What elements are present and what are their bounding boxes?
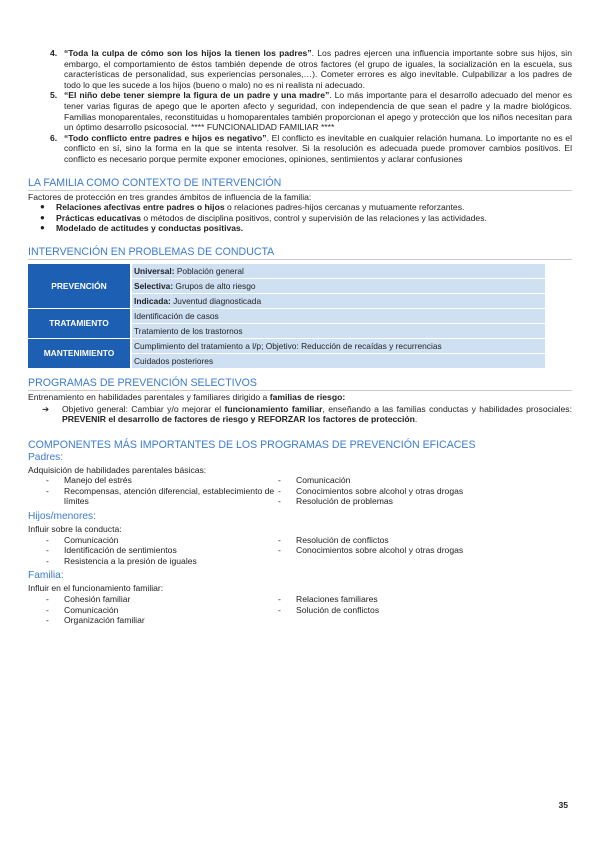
myths-list — [28, 48, 572, 165]
programas-section-title: PROGRAMAS DE PREVENCIÓN SELECTIVOS — [28, 377, 572, 391]
list-item — [40, 202, 572, 213]
list-item — [278, 475, 548, 486]
dash-icon: - — [46, 555, 49, 566]
right-column — [278, 475, 548, 507]
intro-bold: familias de riesgo: — [269, 391, 346, 402]
list-item — [28, 615, 278, 626]
list-item — [278, 535, 548, 546]
myth-title: “Toda la culpa de cómo son los hijos la tienen los padres” — [64, 48, 312, 58]
item-text: Comunicación — [64, 534, 119, 545]
dash-icon: - — [278, 496, 281, 507]
hijos-intro: Influir sobre la conducta: — [28, 524, 122, 535]
bullet-icon: ● — [40, 212, 45, 222]
dash-icon: - — [278, 534, 281, 545]
right-column — [278, 535, 548, 567]
myth-text: . Lo más importante para el desarrollo adecuado del menor es tener varias figuras de apego que le aporten afecto y seguridad, con independencia de que sean el padre y la madre biológicos. Familias monoparentales, reconstituidas u homoparentales también proporcionan el apego y protección que los niños necesitan para un óptimo desarrollo psicosocial. **** FUNCIONALIDAD FAMILIAR **** — [64, 90, 572, 133]
item-bold: Modelado de actitudes y conductas positivas. — [56, 223, 244, 234]
cell-text: Grupos de alto riesgo — [173, 280, 256, 291]
table-cell — [132, 264, 545, 278]
objective-text: , enseñando a las familias conductas y habilidades prosociales: — [322, 403, 572, 414]
dash-icon: - — [46, 534, 49, 545]
item-bold: Prácticas educativas — [56, 212, 142, 223]
tratamiento-label: TRATAMIENTO — [28, 309, 132, 338]
prevencion-label: PREVENCIÓN — [28, 264, 132, 308]
item-text: Relaciones familiares — [296, 594, 378, 605]
dash-icon: - — [46, 475, 49, 486]
item-text: Conocimientos sobre alcohol y otras drogas — [296, 485, 464, 496]
list-item — [40, 212, 572, 224]
programas-intro — [28, 392, 572, 403]
right-column — [278, 594, 548, 626]
cell-text: Juventud diagnosticada — [170, 295, 262, 306]
item-text: Organización familiar — [64, 615, 145, 626]
item-text: Cohesión familiar — [64, 594, 131, 605]
programas-objective — [28, 404, 572, 425]
item-text: Conocimientos sobre alcohol y otras drogas — [296, 545, 464, 556]
familia-subtitle: Familia: — [28, 570, 64, 582]
cell-bold: Selectiva: — [134, 280, 174, 291]
list-item — [28, 545, 278, 556]
list-item — [28, 486, 278, 507]
bullet-icon: ● — [40, 202, 45, 212]
padres-intro: Adquisición de habilidades parentales básicas: — [28, 464, 207, 475]
dash-icon: - — [46, 615, 49, 626]
myth-item — [50, 90, 572, 133]
item-text: Solución de conflictos — [296, 604, 380, 615]
item-text: Manejo del estrés — [64, 475, 132, 486]
arrow-icon: ➔ — [42, 403, 50, 414]
list-item — [28, 605, 278, 616]
list-item — [278, 605, 548, 616]
list-item — [28, 594, 278, 605]
table-row — [28, 264, 545, 278]
myth-number: 5. — [50, 90, 58, 101]
cell-text: Población general — [174, 265, 244, 276]
list-item — [278, 594, 548, 605]
dash-icon: - — [278, 545, 281, 556]
list-item — [28, 535, 278, 546]
dash-icon: - — [46, 545, 49, 556]
page-content — [28, 48, 572, 626]
myth-text: . El conflicto es inevitable en cualquier relación humana. Lo importante no es el conflicto en sí, sino la forma en la que se intenta resolver. Si la resolución es adecuada puede promover cambios positivos. El conflicto es necesario porque permite exponer emociones, opiniones, sentimientos y aclarar confusiones — [64, 132, 572, 164]
objective-text: Objetivo general: Cambiar y/o mejorar el — [62, 403, 225, 414]
objective-bold: funcionamiento familiar — [224, 403, 323, 414]
familia-intro: Factores de protección en tres grandes ámbitos de influencia de la familia: — [28, 191, 312, 202]
cell-bold: Universal: — [134, 265, 175, 276]
dash-icon: - — [278, 475, 281, 486]
table-row — [28, 309, 545, 323]
familia-component-intro: Influir en el funcionamiento familiar: — [28, 583, 164, 594]
familia-section-title: LA FAMILIA COMO CONTEXTO DE INTERVENCIÓN — [28, 177, 572, 191]
padres-subtitle: Padres: — [28, 451, 64, 463]
myth-title: “Todo conflicto entre padres e hijos es negativo” — [64, 132, 267, 143]
protection-factors-list — [28, 202, 572, 234]
intro-text: Entrenamiento en habilidades parentales y familiares dirigido a — [28, 391, 270, 402]
mantenimiento-label: MANTENIMIENTO — [28, 339, 132, 368]
myth-number: 6. — [50, 132, 58, 143]
hijos-subtitle: Hijos/menores: — [28, 511, 96, 523]
item-text: Comunicación — [296, 475, 351, 486]
page-number: 35 — [558, 800, 568, 810]
left-column — [28, 594, 278, 626]
myth-title: “El niño debe tener siempre la figura de un padre y una madre” — [64, 90, 330, 101]
dash-icon: - — [278, 485, 281, 496]
intervention-table — [28, 263, 545, 369]
myth-item — [50, 132, 572, 165]
table-cell: Cumplimiento del tratamiento a l/p; Objetivo: Reducción de recaídas y recurrencias — [132, 339, 545, 353]
table-cell: Identificación de casos — [132, 309, 545, 323]
item-text: Identificación de sentimientos — [64, 545, 177, 556]
left-column — [28, 475, 278, 507]
dash-icon: - — [278, 594, 281, 605]
bullet-icon: ● — [40, 223, 45, 233]
intervencion-section-title: INTERVENCIÓN EN PROBLEMAS DE CONDUCTA — [28, 246, 572, 260]
familia-columns — [28, 594, 572, 626]
list-item — [278, 496, 548, 507]
hijos-columns — [28, 535, 572, 567]
item-text: Comunicación — [64, 604, 119, 615]
dash-icon: - — [46, 594, 49, 605]
cell-bold: Indicada: — [134, 295, 171, 306]
item-text: Resistencia a la presión de iguales — [64, 555, 197, 566]
list-item — [28, 475, 278, 486]
table-row — [28, 339, 545, 353]
item-text: o métodos de disciplina positivos, control y supervisión de las relaciones y las actividades. — [141, 212, 487, 223]
dash-icon: - — [46, 485, 49, 496]
item-text: Resolución de conflictos — [296, 534, 389, 545]
item-text: o relaciones padres-hijos cercanas y mutuamente reforzantes. — [224, 202, 465, 213]
objective-text: . — [414, 414, 418, 425]
myth-number: 4. — [50, 48, 58, 58]
table-cell — [132, 279, 545, 293]
list-item — [40, 223, 572, 234]
list-item — [28, 556, 278, 567]
dash-icon: - — [278, 604, 281, 615]
padres-columns — [28, 475, 572, 507]
item-text: Resolución de problemas — [296, 496, 393, 507]
left-column — [28, 535, 278, 567]
item-bold: Relaciones afectivas entre padres o hijos — [56, 202, 225, 213]
objective-bold: PREVENIR el desarrollo de factores de riesgo y REFORZAR los factores de protección — [62, 414, 415, 425]
item-text: Recompensas, atención diferencial, establecimiento de límites — [64, 485, 275, 507]
list-item — [278, 545, 548, 556]
componentes-section-title: COMPONENTES MÁS IMPORTANTES DE LOS PROGRAMAS DE PREVENCIÓN EFICACES — [28, 438, 476, 451]
list-item — [278, 486, 548, 497]
table-cell — [132, 294, 545, 308]
myth-text: . Los padres ejercen una influencia importante sobre sus hijos, sin embargo, el comportamiento de éstos también depende de otros factores (el grupo de iguales, la socialización en la escuela, sus características de personalidad, sus experiencias personales,…). Cometer errores es algo inevitable. Culpabilizar a los padres de todo lo que les sucede a los hijos (bueno o malo) no es ni realista ni adecuado. — [64, 48, 572, 90]
dash-icon: - — [46, 604, 49, 615]
table-cell: Cuidados posteriores — [132, 354, 545, 368]
table-cell: Tratamiento de los trastornos — [132, 324, 545, 338]
myth-item — [50, 48, 572, 90]
